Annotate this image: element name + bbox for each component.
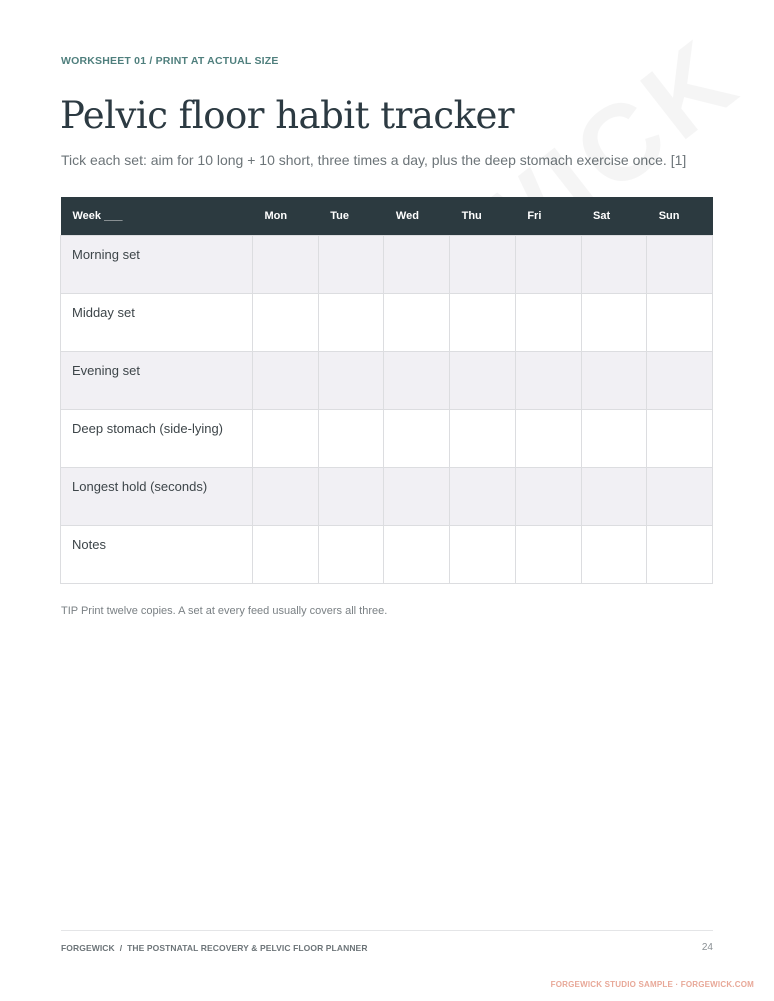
- tick-cell: [581, 293, 647, 351]
- tick-cell: [515, 525, 581, 583]
- tick-cell: [581, 351, 647, 409]
- column-header-tue: Tue: [318, 197, 384, 235]
- tick-cell: [515, 409, 581, 467]
- footer-divider: [61, 930, 713, 931]
- tick-cell: [384, 525, 450, 583]
- tick-cell: [318, 235, 384, 293]
- column-header-sun: Sun: [647, 197, 713, 235]
- page-title: Pelvic floor habit tracker: [60, 94, 515, 137]
- tick-cell: [384, 351, 450, 409]
- row-label-midday-set: Midday set: [61, 293, 253, 351]
- tick-cell: [581, 235, 647, 293]
- row-label-longest-hold: Longest hold (seconds): [61, 467, 253, 525]
- tick-cell: [647, 525, 713, 583]
- tick-cell: [384, 235, 450, 293]
- column-header-week: Week ___: [61, 197, 253, 235]
- tick-cell: [318, 351, 384, 409]
- page-subtitle: Tick each set: aim for 10 long + 10 short, three times a day, plus the deep stomach exercise once. [1]: [61, 152, 687, 168]
- tip-text: TIP Print twelve copies. A set at every feed usually covers all three.: [61, 605, 388, 617]
- tick-cell: [581, 409, 647, 467]
- tick-cell: [450, 235, 516, 293]
- tick-cell: [318, 467, 384, 525]
- table-row: [61, 293, 713, 351]
- tick-cell: [515, 235, 581, 293]
- habit-tracker-table: [60, 197, 713, 584]
- tick-cell: [515, 351, 581, 409]
- tick-cell: [581, 525, 647, 583]
- worksheet-eyebrow: WORKSHEET 01 / PRINT AT ACTUAL SIZE: [61, 55, 279, 67]
- table-row: [61, 409, 713, 467]
- column-header-fri: Fri: [515, 197, 581, 235]
- tick-cell: [318, 525, 384, 583]
- row-label-deep-stomach: Deep stomach (side-lying): [61, 409, 253, 467]
- tick-cell: [581, 467, 647, 525]
- table-row: [61, 467, 713, 525]
- column-header-wed: Wed: [384, 197, 450, 235]
- tick-cell: [253, 525, 319, 583]
- column-header-sat: Sat: [581, 197, 647, 235]
- tick-cell: [253, 293, 319, 351]
- table-header-row: [61, 197, 713, 235]
- page-number: 24: [701, 942, 713, 953]
- sample-watermark-note: FORGEWICK STUDIO SAMPLE · FORGEWICK.COM: [550, 980, 754, 989]
- column-header-thu: Thu: [450, 197, 516, 235]
- footer-running-title: FORGEWICK / THE POSTNATAL RECOVERY & PELVIC FLOOR PLANNER: [61, 943, 368, 953]
- tick-cell: [318, 409, 384, 467]
- row-label-evening-set: Evening set: [61, 351, 253, 409]
- tick-cell: [450, 409, 516, 467]
- table-row: [61, 235, 713, 293]
- tick-cell: [253, 351, 319, 409]
- tick-cell: [450, 525, 516, 583]
- tick-cell: [318, 293, 384, 351]
- tick-cell: [253, 409, 319, 467]
- table-row: [61, 525, 713, 583]
- tick-cell: [647, 293, 713, 351]
- row-label-morning-set: Morning set: [61, 235, 253, 293]
- tick-cell: [515, 467, 581, 525]
- row-label-notes: Notes: [61, 525, 253, 583]
- tick-cell: [647, 467, 713, 525]
- tick-cell: [384, 293, 450, 351]
- table-row: [61, 351, 713, 409]
- tick-cell: [647, 351, 713, 409]
- tick-cell: [253, 235, 319, 293]
- tick-cell: [384, 409, 450, 467]
- tick-cell: [450, 467, 516, 525]
- tick-cell: [450, 351, 516, 409]
- tick-cell: [253, 467, 319, 525]
- tick-cell: [647, 409, 713, 467]
- tick-cell: [384, 467, 450, 525]
- tick-cell: [515, 293, 581, 351]
- column-header-mon: Mon: [253, 197, 319, 235]
- tick-cell: [647, 235, 713, 293]
- tick-cell: [450, 293, 516, 351]
